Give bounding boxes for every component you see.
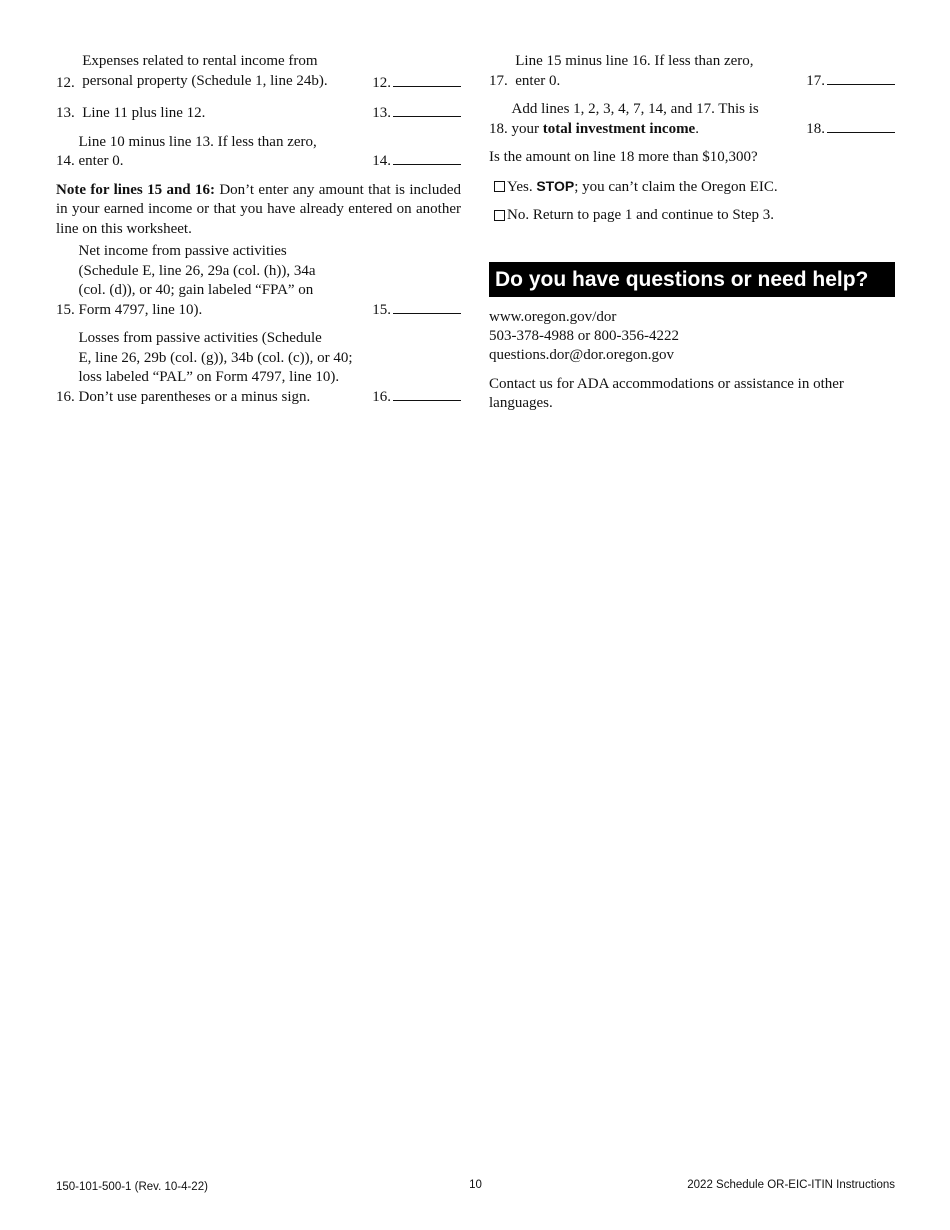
worksheet-line-12 xyxy=(56,52,461,93)
total-investment-income-label: total investment income xyxy=(542,120,696,137)
line-ref: 17. xyxy=(806,72,825,89)
website-link[interactable]: www.oregon.gov/dor xyxy=(489,308,617,325)
form-number: 150-101-500-1 (Rev. 10-4-22) xyxy=(56,1181,208,1193)
worksheet-line-15 xyxy=(56,242,461,320)
stop-label: STOP xyxy=(536,177,575,194)
line-text: Line 10 minus line 13. If less than zero, xyxy=(78,133,317,150)
yes-label: Yes. STOP; you can’t claim the Oregon EIC. xyxy=(507,177,778,195)
line-number: 18. xyxy=(489,120,512,137)
no-label: No. Return to page 1 and continue to Step 3. xyxy=(507,207,775,223)
line-number: 15. xyxy=(56,301,79,318)
line-ref: 13. xyxy=(372,105,391,121)
line-text: E, line 26, 29b (col. (g)), 34b (col. (c)), or 40; xyxy=(78,349,353,366)
right-column xyxy=(489,52,895,414)
help-heading: Do you have questions or need help? xyxy=(489,262,895,297)
line-18-question: Is the amount on line 18 more than $10,300? xyxy=(489,149,758,165)
line-ref: 15. xyxy=(372,301,391,318)
line-text: (col. (d)), or 40; gain labeled “FPA” on xyxy=(78,282,314,298)
line-ref: 12. xyxy=(372,74,391,91)
answer-blank[interactable] xyxy=(393,72,461,87)
line-text: Line 11 plus line 12. xyxy=(82,105,206,121)
no-checkbox[interactable] xyxy=(494,210,505,221)
line-number: 16. xyxy=(56,388,79,405)
worksheet-line-17 xyxy=(489,52,895,91)
no-option xyxy=(494,206,895,226)
line-text: loss labeled “PAL” on Form 4797, line 10). xyxy=(78,369,340,385)
line-text: Expenses related to rental income from xyxy=(82,53,318,69)
line-text: Don’t use parentheses or a minus sign. xyxy=(78,388,311,405)
yes-option xyxy=(494,177,895,198)
answer-blank[interactable] xyxy=(827,118,895,133)
answer-blank[interactable] xyxy=(393,386,461,401)
worksheet-line-13 xyxy=(56,102,461,124)
note-lines-15-16 xyxy=(56,181,461,240)
line-text: Line 15 minus line 16. If less than zero, xyxy=(515,53,754,69)
line-ref: 16. xyxy=(372,388,391,405)
line-text: personal property (Schedule 1, line 24b). xyxy=(82,72,328,89)
yes-checkbox[interactable] xyxy=(494,181,505,192)
page-number: 10 xyxy=(469,1179,482,1191)
line-text: enter 0. xyxy=(515,72,561,89)
line-number: 12. xyxy=(56,74,83,91)
line-ref: 18. xyxy=(806,120,825,137)
left-column xyxy=(56,52,461,416)
line-text: Losses from passive activities (Schedule xyxy=(78,330,322,346)
line-text: Add lines 1, 2, 3, 4, 7, 14, and 17. This is xyxy=(511,101,759,117)
worksheet-line-14 xyxy=(56,133,461,172)
contact-info xyxy=(489,308,895,365)
document-title: 2022 Schedule OR-EIC-ITIN Instructions xyxy=(687,1179,895,1191)
line-number: 13. xyxy=(56,105,83,121)
answer-blank[interactable] xyxy=(393,299,461,314)
answer-blank[interactable] xyxy=(393,150,461,165)
answer-blank[interactable] xyxy=(393,102,461,117)
worksheet-line-18: 18. Add lines 1, 2, 3, 4, 7, 14, and 17. This is your total investment income. 18. xyxy=(489,100,895,139)
line-number: 17. xyxy=(489,72,516,89)
answer-blank[interactable] xyxy=(827,70,895,85)
note-heading: Note for lines 15 and 16: xyxy=(56,181,215,198)
line-text: your xyxy=(511,120,543,137)
line-ref: 14. xyxy=(372,153,391,169)
phone-numbers: 503-378-4988 or 800-356-4222 xyxy=(489,327,679,344)
ada-text: Contact us for ADA accommodations or assistance in other languages. xyxy=(489,375,844,411)
worksheet-line-16 xyxy=(56,329,461,407)
line-text: Form 4797, line 10). xyxy=(78,301,203,318)
note-text: Don’t enter any amount that is included in your earned income or that you have already entered on another line on this worksheet. xyxy=(56,181,461,237)
line-text: enter 0. xyxy=(78,153,124,169)
email-link[interactable]: questions.dor@dor.oregon.gov xyxy=(489,346,675,363)
line-text: (Schedule E, line 26, 29a (col. (h)), 34a xyxy=(78,262,316,279)
line-number: 14. xyxy=(56,153,79,169)
line-text: Net income from passive activities xyxy=(78,243,287,259)
